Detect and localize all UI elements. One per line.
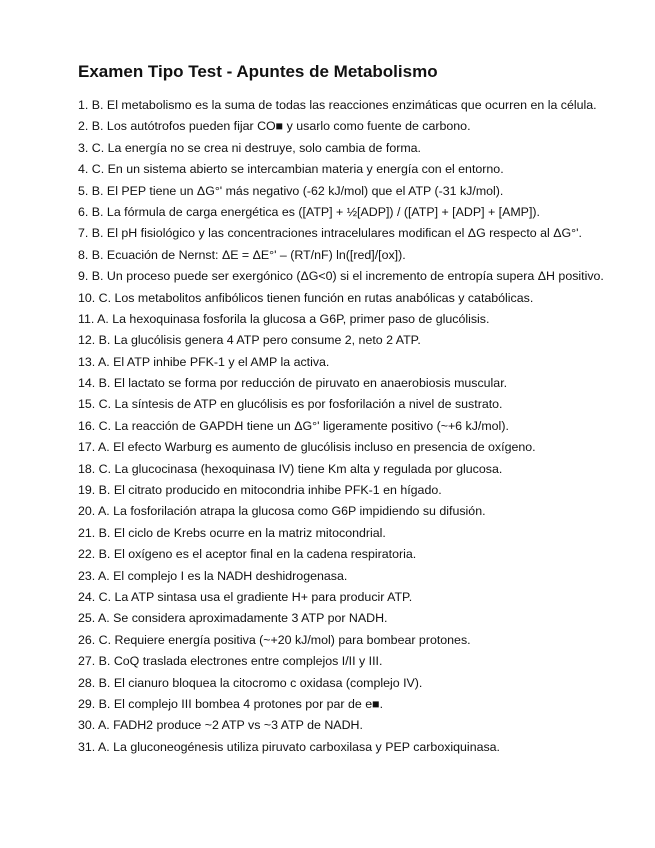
answer-item: 15. C. La síntesis de ATP en glucólisis es por fosforilación a nivel de sustrato. — [78, 397, 503, 412]
answer-item: 27. B. CoQ traslada electrones entre complejos I/II y III. — [78, 654, 383, 669]
answer-item: 17. A. El efecto Warburg es aumento de glucólisis incluso en presencia de oxígeno. — [78, 440, 536, 455]
answer-item: 28. B. El cianuro bloquea la citocromo c oxidasa (complejo IV). — [78, 675, 423, 690]
answer-item: 2. B. Los autótrofos pueden fijar CO■ y usarlo como fuente de carbono. — [78, 119, 471, 134]
answer-item: 1. B. El metabolismo es la suma de todas las reacciones enzimáticas que ocurren en la célula. — [78, 98, 597, 112]
answer-item: 24. C. La ATP sintasa usa el gradiente H+ para producir ATP. — [78, 589, 413, 604]
document-title: Examen Tipo Test - Apuntes de Metabolismo — [78, 62, 438, 81]
answer-item: 9. B. Un proceso puede ser exergónico (ΔG<0) si el incremento de entropía supera ΔH positivo. — [78, 269, 604, 284]
answer-item: 4. C. En un sistema abierto se intercambian materia y energía con el entorno. — [78, 162, 504, 177]
answer-item: 30. A. FADH2 produce ~2 ATP vs ~3 ATP de NADH. — [78, 718, 363, 733]
answer-item: 8. B. Ecuación de Nernst: ΔE = ΔE°' – (RT/nF) ln([red]/[ox]). — [78, 247, 406, 262]
answer-item: 19. B. El citrato producido en mitocondria inhibe PFK-1 en hígado. — [78, 483, 442, 498]
answer-item: 6. B. La fórmula de carga energética es ([ATP] + ½[ADP]) / ([ATP] + [ADP] + [AMP]). — [78, 204, 540, 219]
answer-item: 29. B. El complejo III bombea 4 protones por par de e■. — [78, 696, 384, 711]
answer-item: 25. A. Se considera aproximadamente 3 ATP por NADH. — [78, 611, 388, 626]
answer-item: 26. C. Requiere energía positiva (~+20 kJ/mol) para bombear protones. — [78, 632, 471, 647]
answer-item: 23. A. El complejo I es la NADH deshidrogenasa. — [78, 568, 348, 583]
answer-item: 12. B. La glucólisis genera 4 ATP pero consume 2, neto 2 ATP. — [78, 333, 421, 348]
answer-item: 10. C. Los metabolitos anfibólicos tienen función en rutas anabólicas y catabólicas. — [78, 290, 534, 305]
answer-item: 31. A. La gluconeogénesis utiliza piruvato carboxilasa y PEP carboxiquinasa. — [78, 739, 501, 754]
answer-item: 11. A. La hexoquinasa fosforila la glucosa a G6P, primer paso de glucólisis. — [78, 311, 490, 326]
answer-item: 16. C. La reacción de GAPDH tiene un ΔG°' ligeramente positivo (~+6 kJ/mol). — [78, 418, 509, 433]
answer-item: 3. C. La energía no se crea ni destruye, solo cambia de forma. — [78, 140, 421, 155]
answer-item: 5. B. El PEP tiene un ΔG°' más negativo (-62 kJ/mol) que el ATP (-31 kJ/mol). — [78, 183, 504, 198]
answer-item: 21. B. El ciclo de Krebs ocurre en la matriz mitocondrial. — [78, 525, 386, 540]
answer-list — [78, 95, 648, 758]
answer-item: 22. B. El oxígeno es el aceptor final en la cadena respiratoria. — [78, 547, 417, 562]
answer-item: 7. B. El pH fisiológico y las concentraciones intracelulares modifican el ΔG respecto al ΔG°'. — [78, 226, 582, 241]
answer-item: 13. A. El ATP inhibe PFK-1 y el AMP la activa. — [78, 354, 330, 369]
answer-item: 18. C. La glucocinasa (hexoquinasa IV) tiene Km alta y regulada por glucosa. — [78, 461, 503, 476]
answer-item: 20. A. La fosforilación atrapa la glucosa como G6P impidiendo su difusión. — [78, 504, 486, 519]
answer-item: 14. B. El lactato se forma por reducción de piruvato en anaerobiosis muscular. — [78, 376, 508, 391]
